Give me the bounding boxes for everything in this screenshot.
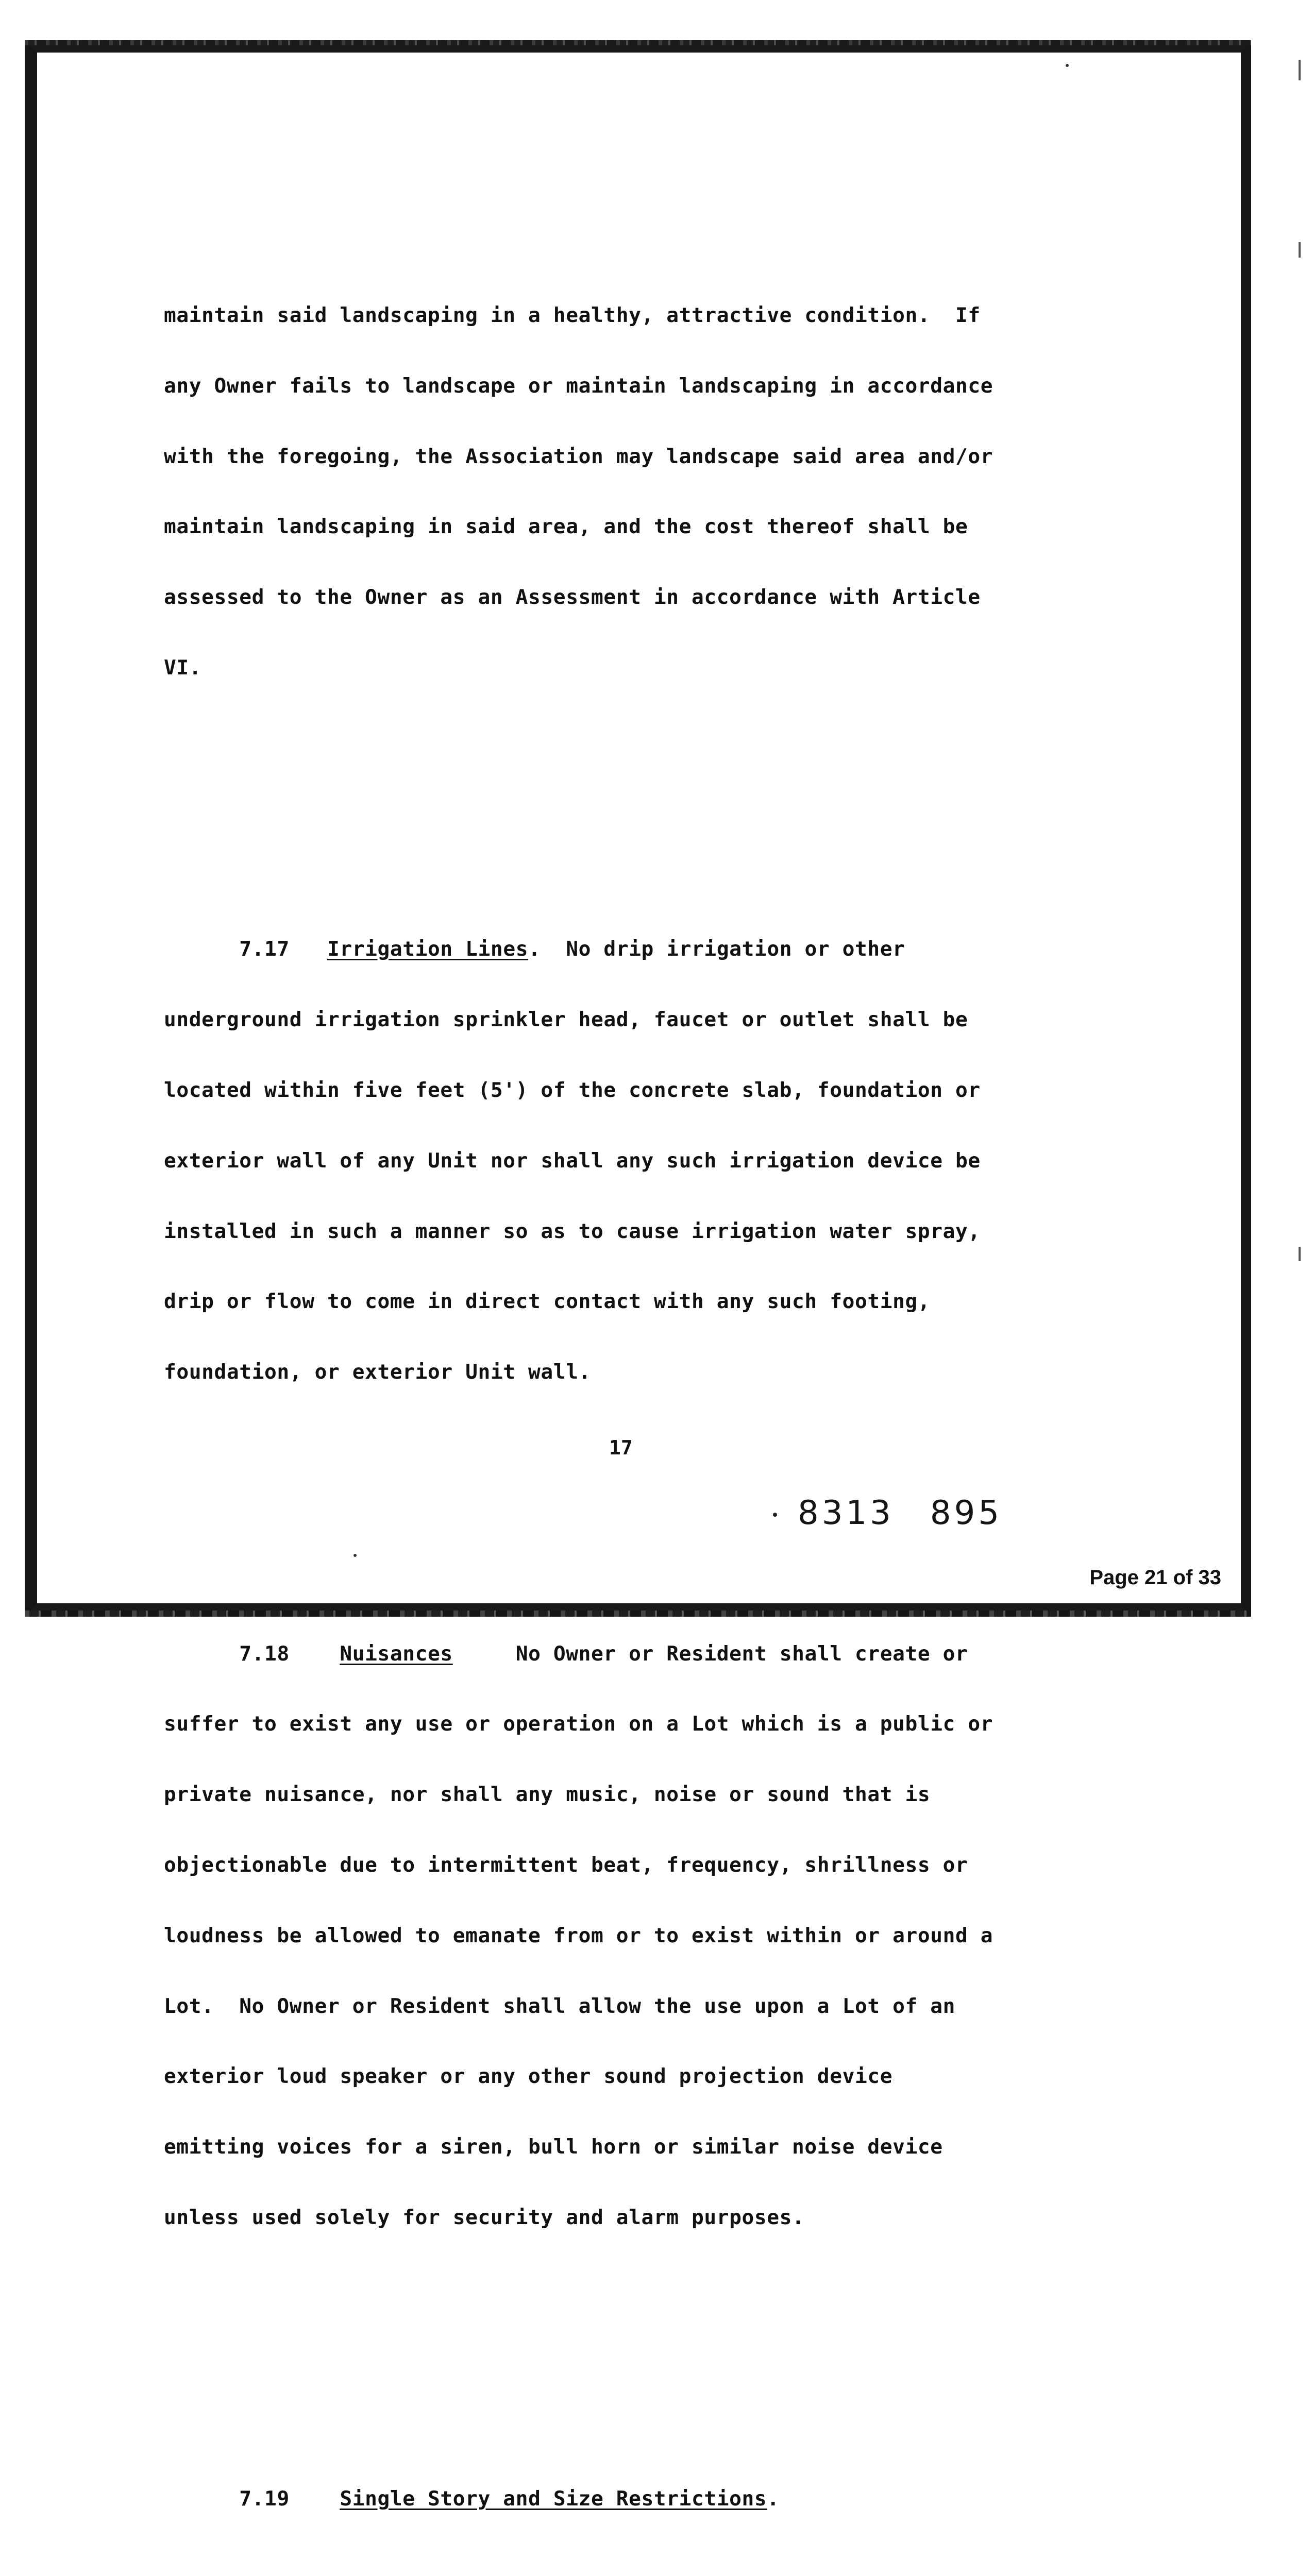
edge-mark	[1299, 1247, 1301, 1261]
section-title: Irrigation Lines	[327, 937, 529, 961]
text-line: any Owner fails to landscape or maintain landscaping in accordance	[164, 374, 993, 398]
text-line: emitting voices for a siren, bull horn or similar noise device	[164, 2135, 943, 2159]
recording-book: 8313	[798, 1494, 894, 1532]
section-number: 7.17	[239, 937, 290, 961]
section-number: 7.18	[239, 1641, 290, 1666]
text-fragment: No Owner or Resident shall create or	[452, 1641, 968, 1666]
scan-speck	[1066, 64, 1069, 67]
text-line: assessed to the Owner as an Assessment in accordance with Article	[164, 585, 981, 609]
title-punct: .	[528, 937, 541, 961]
document-body	[164, 187, 1108, 2576]
text-line: maintain landscaping in said area, and the cost thereof shall be	[164, 515, 968, 539]
recording-page: 895	[930, 1494, 1003, 1532]
text-line: VI.	[164, 655, 202, 680]
text-line: underground irrigation sprinkler head, faucet or outlet shall be	[164, 1008, 968, 1032]
text-line: drip or flow to come in direct contact with any such footing,	[164, 1290, 931, 1314]
text-line: exterior wall of any Unit nor shall any such irrigation device be	[164, 1148, 981, 1173]
text-line: objectionable due to intermittent beat, frequency, shrillness or	[164, 1853, 968, 1877]
text-line: suffer to exist any use or operation on a Lot which is a public or	[164, 1712, 993, 1736]
section-number: 7.19	[239, 2487, 290, 2511]
text-line: with the foregoing, the Association may landscape said area and/or	[164, 444, 993, 468]
text-line: located within five feet (5') of the concrete slab, foundation or	[164, 1078, 981, 1102]
section-heading-line	[164, 2487, 1108, 2511]
title-punct: .	[767, 2487, 780, 2511]
text-fragment: No drip irrigation or other	[541, 937, 905, 961]
text-line: foundation, or exterior Unit wall.	[164, 1360, 591, 1384]
scan-speck	[353, 1554, 357, 1557]
section-heading-line	[164, 1642, 1108, 1666]
text-line: installed in such a manner so as to cause irrigation water spray,	[164, 1219, 981, 1243]
section-7-17	[164, 891, 1108, 1431]
section-heading-line	[164, 938, 1108, 961]
dot-mark	[773, 1513, 777, 1517]
edge-mark	[1299, 60, 1301, 80]
text-line: unless used solely for security and alarm purposes.	[164, 2205, 805, 2229]
section-7-19	[164, 2441, 1108, 2576]
text-line: Lot. No Owner or Resident shall allow the use upon a Lot of an	[164, 1994, 956, 2018]
page-number: 17	[609, 1436, 633, 1459]
page-of-label: Page 21 of 33	[1089, 1566, 1221, 1589]
recording-number	[773, 1494, 1002, 1532]
paragraph-landscaping	[164, 257, 1108, 727]
text-line: maintain said landscaping in a healthy, attractive condition. If	[164, 303, 981, 327]
section-title: Nuisances	[340, 1641, 453, 1666]
text-line: private nuisance, nor shall any music, noise or sound that is	[164, 1783, 931, 1807]
section-7-18	[164, 1595, 1108, 2276]
text-line: loudness be allowed to emanate from or to exist within or around a	[164, 1923, 993, 1947]
section-title: Single Story and Size Restrictions	[340, 2487, 767, 2511]
edge-mark	[1299, 242, 1301, 258]
text-line: exterior loud speaker or any other sound projection device	[164, 2064, 893, 2089]
